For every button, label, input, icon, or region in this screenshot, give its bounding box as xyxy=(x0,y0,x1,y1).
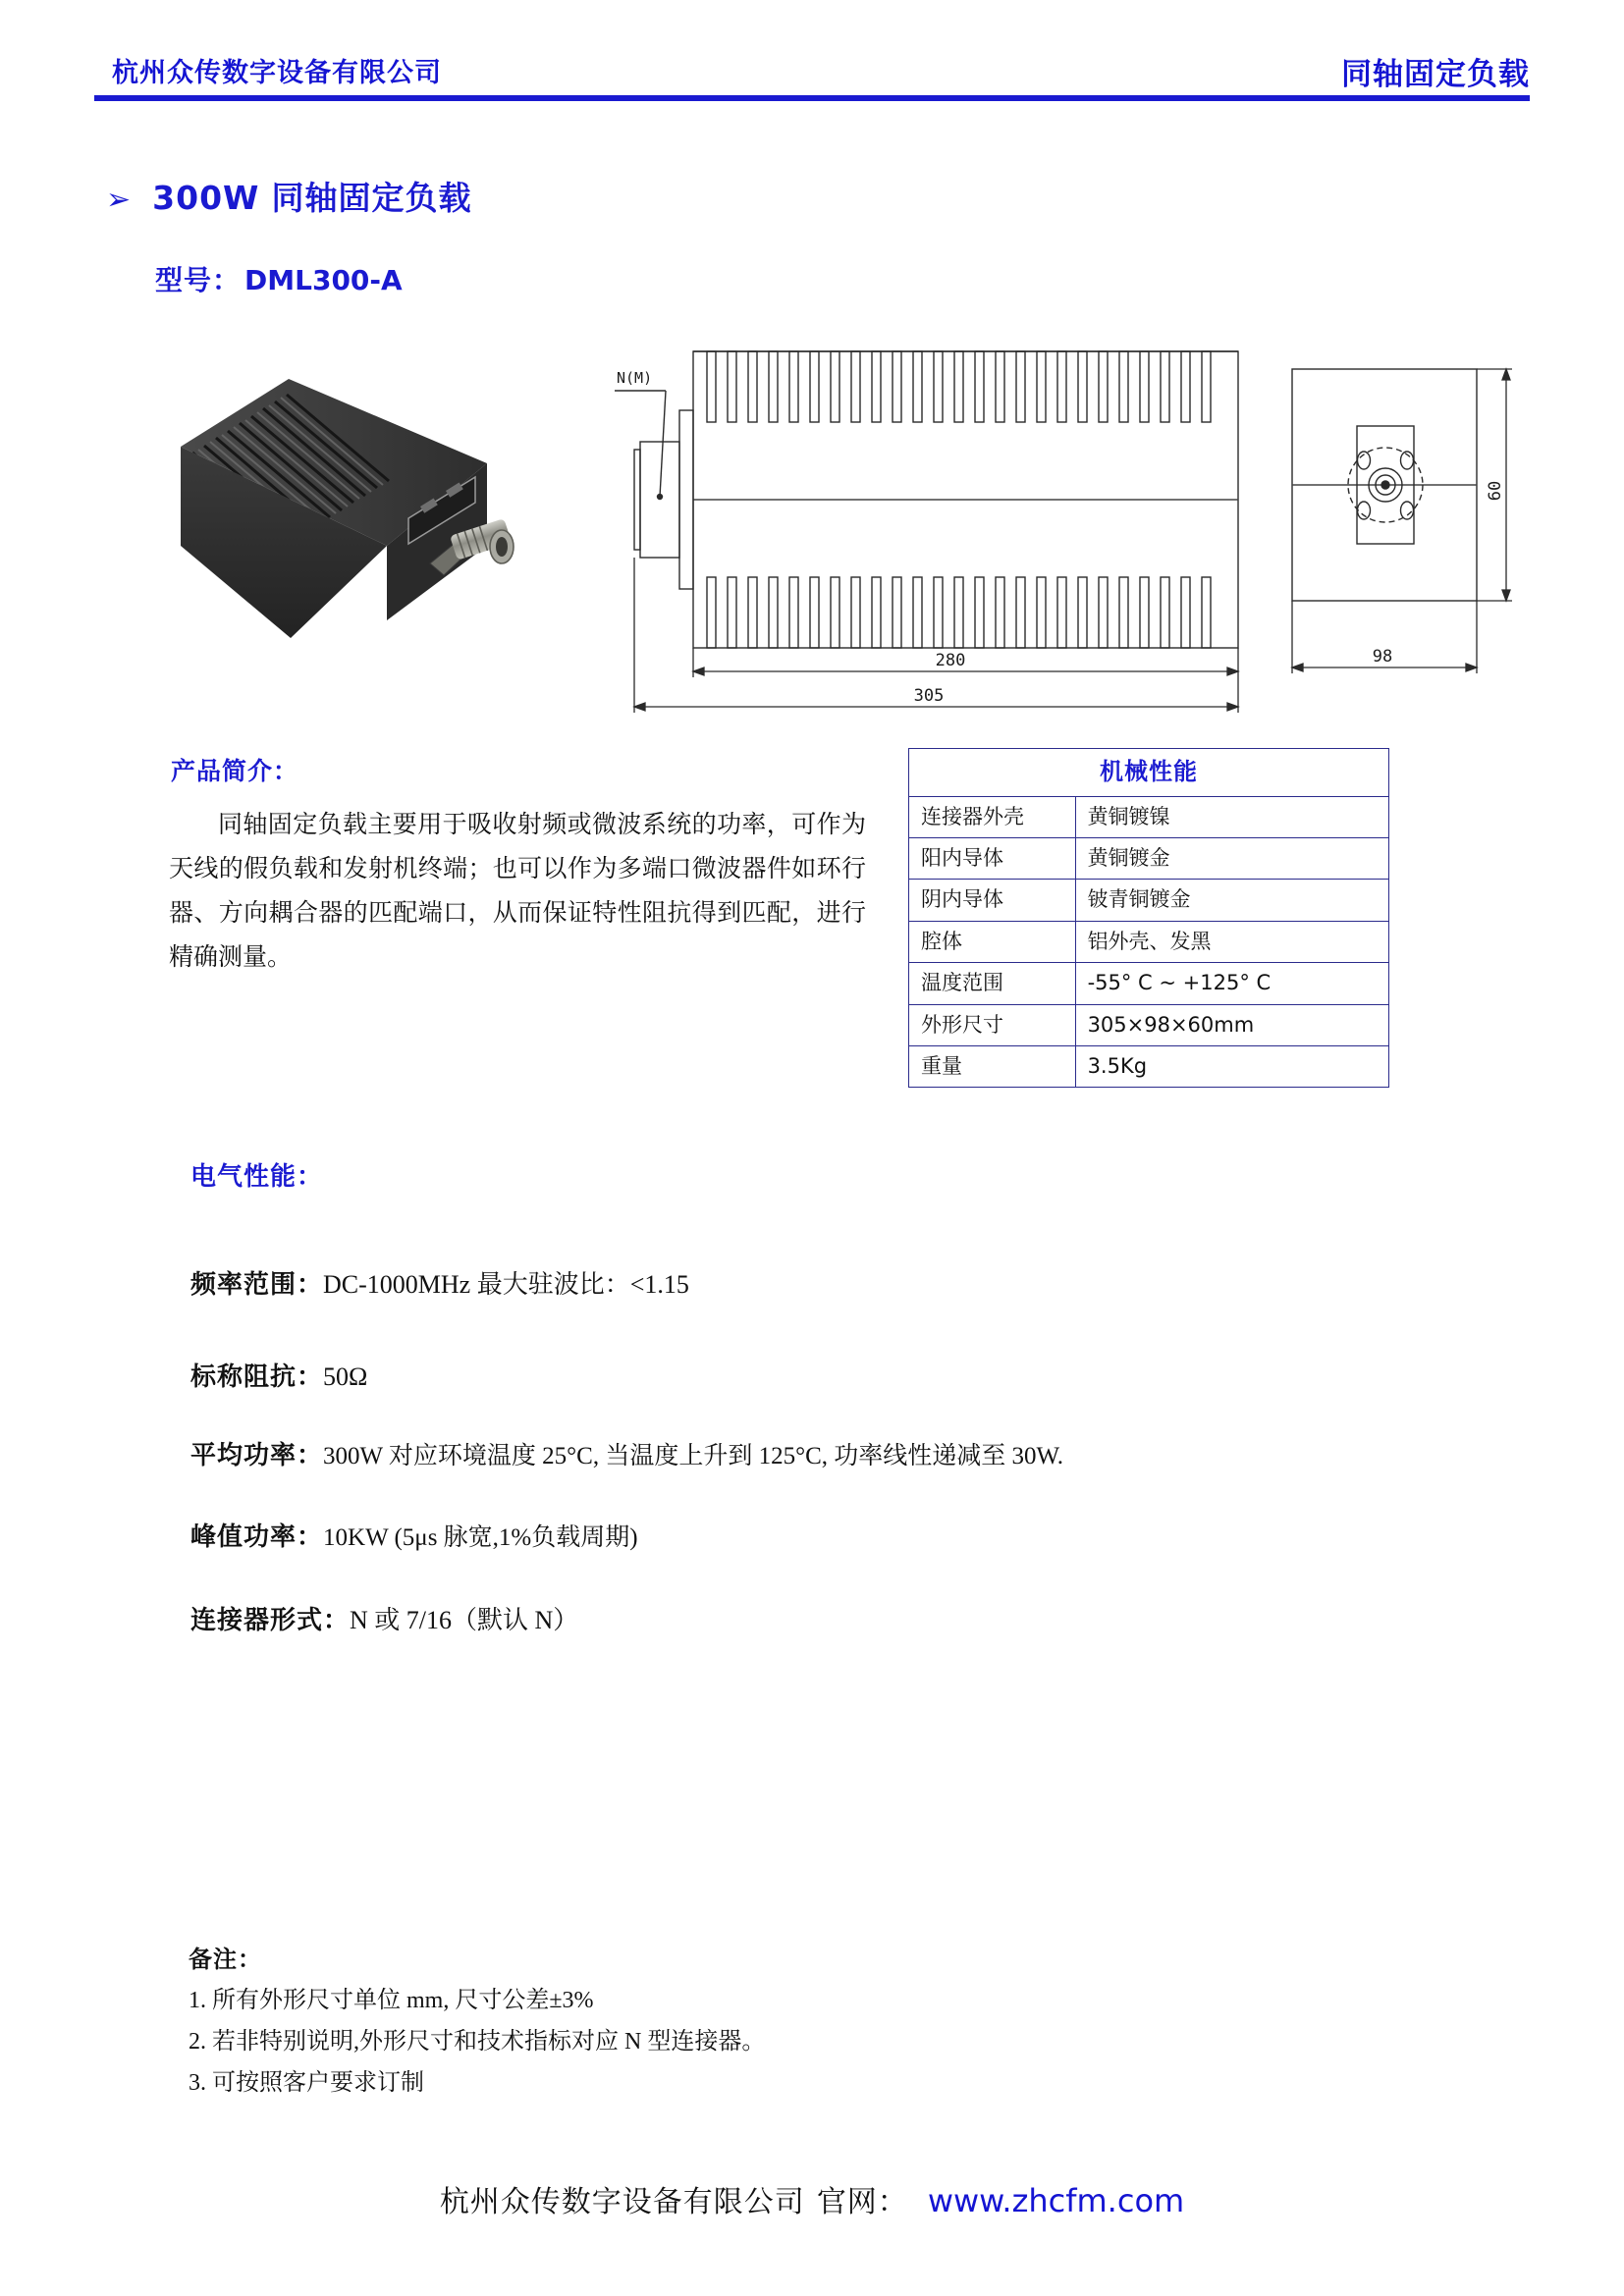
footer-site-label: 官网： xyxy=(816,2186,908,2218)
row-key: 连接器外壳 xyxy=(909,796,1076,837)
page-title xyxy=(152,173,471,219)
note-item: 1. 所有外形尺寸单位 mm, 尺寸公差±3% xyxy=(189,1988,594,2013)
note-item: 2. 若非特别说明,外形尺寸和技术指标对应 N 型连接器。 xyxy=(189,2029,766,2055)
row-key: 温度范围 xyxy=(909,963,1076,1004)
row-value: 305×98×60mm xyxy=(1075,1004,1388,1045)
product-photo xyxy=(163,353,536,638)
table-row xyxy=(909,921,1389,962)
title-power-rating: 300W xyxy=(152,179,260,217)
table-row xyxy=(909,1045,1389,1087)
footer-website-url[interactable]: www.zhcfm.com xyxy=(927,2182,1185,2219)
footer-company-name: 杭州众传数字设备有限公司 xyxy=(439,2186,805,2218)
row-value: 铍青铜镀金 xyxy=(1075,880,1388,921)
spec-value: DC-1000MHz 最大驻波比：<1.15 xyxy=(323,1270,689,1299)
dimension-280-label: 280 xyxy=(935,651,966,670)
spec-frequency-range xyxy=(190,1264,689,1301)
spec-label: 平均功率： xyxy=(190,1441,324,1469)
spec-label: 标称阻抗： xyxy=(190,1362,324,1391)
model-number-row xyxy=(155,259,403,298)
end-view-svg xyxy=(1272,353,1538,707)
notes-heading: 备注： xyxy=(189,1948,262,1973)
table-row xyxy=(909,963,1389,1004)
side-view-svg xyxy=(605,334,1272,726)
row-value: 黄铜镀镍 xyxy=(1075,796,1388,837)
side-view-drawing xyxy=(605,334,1272,726)
spec-value: 50Ω xyxy=(323,1362,368,1391)
table-title-row xyxy=(909,749,1389,797)
page-header xyxy=(94,51,1530,112)
dimension-98-label: 98 xyxy=(1372,647,1393,667)
table-row xyxy=(909,880,1389,921)
row-key: 阴内导体 xyxy=(909,880,1076,921)
product-title-row xyxy=(106,173,471,219)
header-divider-rule xyxy=(94,95,1530,101)
mechanical-table-title: 机械性能 xyxy=(909,749,1389,797)
intro-heading: 产品简介： xyxy=(171,757,299,785)
connector-callout-label: N(M) xyxy=(617,369,653,387)
row-value: 铝外壳、发黑 xyxy=(1075,921,1388,962)
row-key: 重量 xyxy=(909,1045,1076,1087)
title-product-name: 同轴固定负载 xyxy=(271,179,472,217)
spec-peak-power xyxy=(190,1517,638,1553)
spec-value: 300W 对应环境温度 25°C, 当温度上升到 125°C, 功率线性递减至 30W. xyxy=(323,1443,1064,1469)
model-value: DML300-A xyxy=(244,264,403,296)
spec-connector-type xyxy=(190,1600,578,1636)
header-company-name: 杭州众传数字设备有限公司 xyxy=(112,58,442,88)
notes-section xyxy=(189,1940,1072,2104)
row-key: 腔体 xyxy=(909,921,1076,962)
dimension-60-label: 60 xyxy=(1486,480,1505,502)
spec-average-power xyxy=(190,1435,1063,1471)
spec-value: N 或 7/16（默认 N） xyxy=(350,1606,579,1634)
spec-label: 峰值功率： xyxy=(190,1522,324,1551)
spec-value: 10KW (5μs 脉宽,1%负载周期) xyxy=(323,1524,638,1551)
model-label: 型号： xyxy=(155,264,242,296)
spec-label: 频率范围： xyxy=(190,1270,324,1299)
row-key: 阳内导体 xyxy=(909,837,1076,879)
page-footer xyxy=(0,2177,1624,2220)
spec-label: 连接器形式： xyxy=(190,1606,351,1634)
table-row xyxy=(909,796,1389,837)
mechanical-performance-table xyxy=(908,748,1389,1088)
end-view-drawing xyxy=(1272,353,1538,707)
product-photo-svg xyxy=(163,353,536,638)
row-value: 3.5Kg xyxy=(1075,1045,1388,1087)
row-value: -55° C ~ +125° C xyxy=(1075,963,1388,1004)
table-row xyxy=(909,1004,1389,1045)
header-product-category: 同轴固定负载 xyxy=(1341,57,1530,92)
spec-nominal-impedance xyxy=(190,1357,367,1393)
electrical-heading: 电气性能： xyxy=(190,1162,324,1192)
arrow-bullet-icon: ➢ xyxy=(106,183,132,217)
intro-body-text: 同轴固定负载主要用于吸收射频或微波系统的功率，可作为天线的假负载和发射机终端；也可以作为多端口微波器件如环行器、方向耦合器的匹配端口，从而保证特性阻抗得到匹配，进行精确测量。 xyxy=(169,812,866,971)
row-key: 外形尺寸 xyxy=(909,1004,1076,1045)
row-value: 黄铜镀金 xyxy=(1075,837,1388,879)
figure-area xyxy=(94,334,1538,726)
table-row xyxy=(909,837,1389,879)
dimension-305-label: 305 xyxy=(913,686,945,706)
note-item: 3. 可按照客户要求订制 xyxy=(189,2070,424,2096)
